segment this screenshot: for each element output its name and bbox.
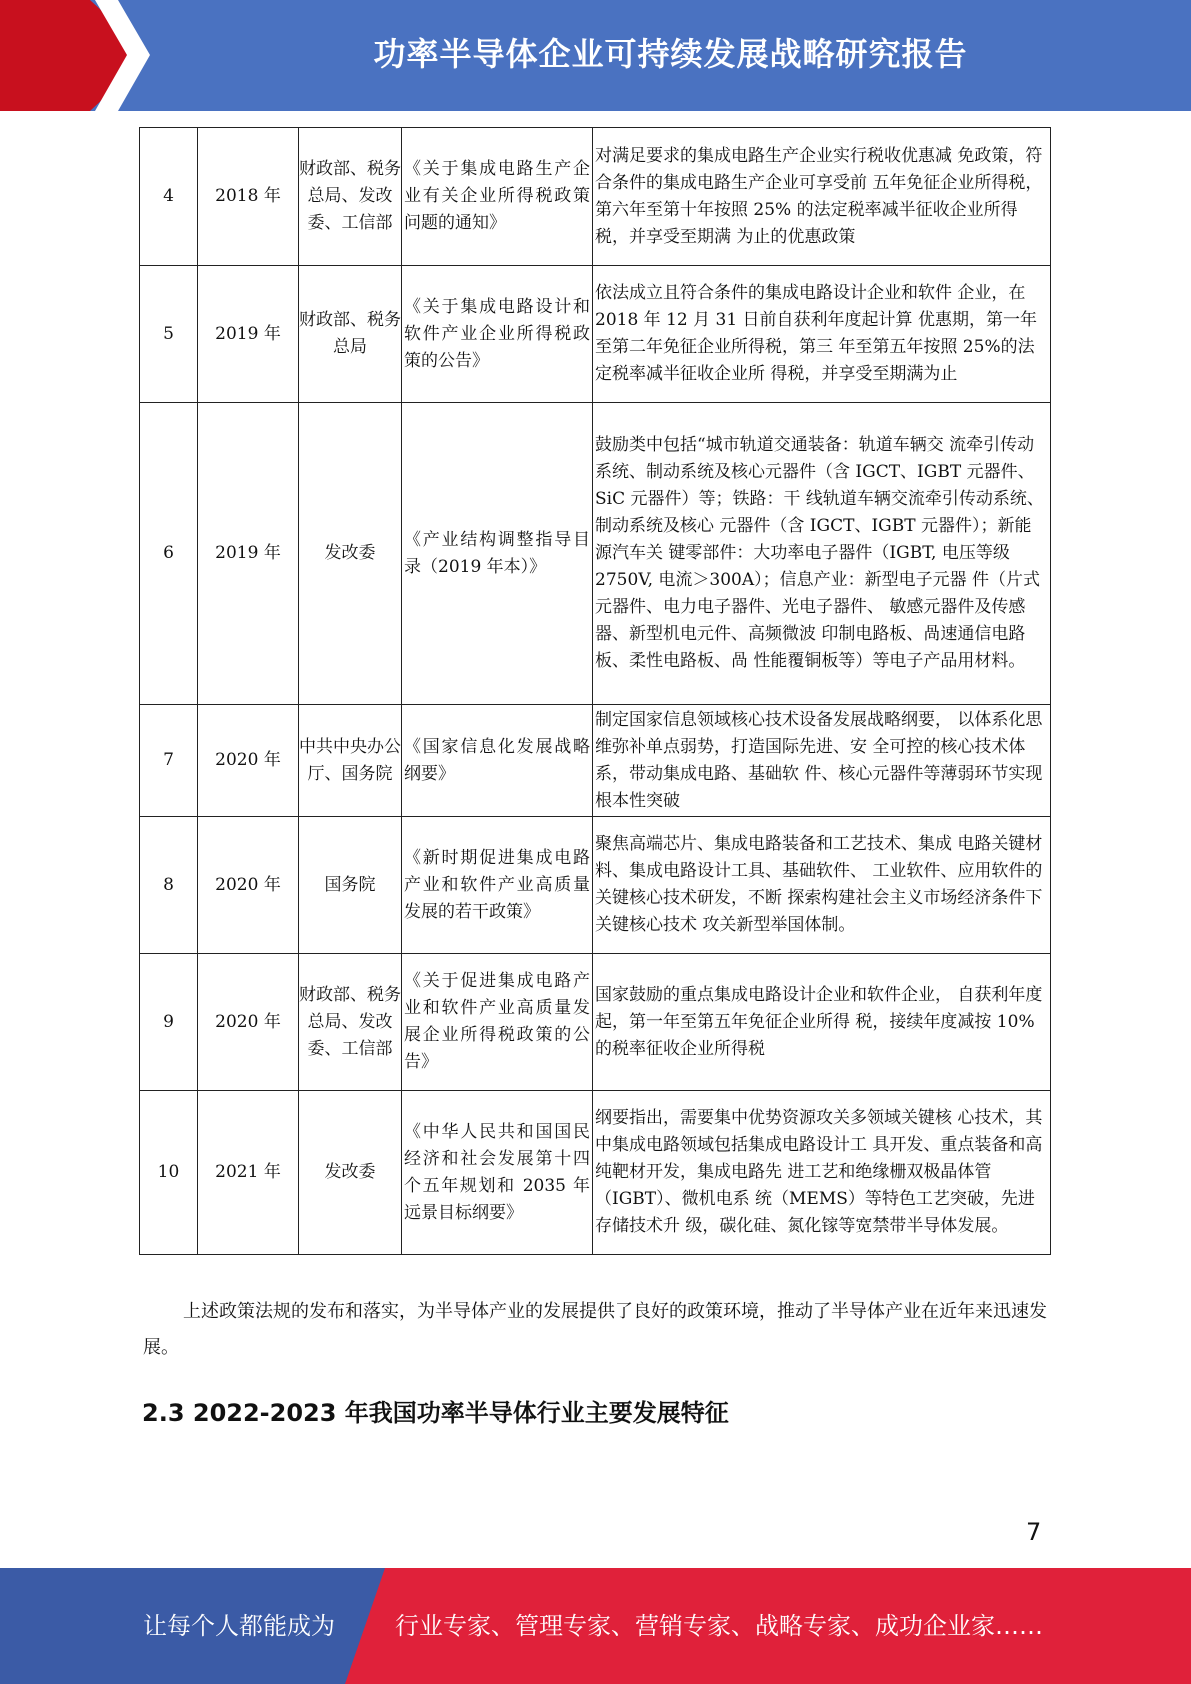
row-year: 2019 年 (198, 266, 299, 403)
row-year: 2019 年 (198, 403, 299, 705)
table-row (140, 266, 1051, 403)
header-arrow-decoration (0, 0, 150, 111)
section-heading: 2.3 2022-2023 年我国功率半导体行业主要发展特征 (142, 1399, 729, 1427)
row-year: 2018 年 (198, 128, 299, 266)
row-department: 中共中央办公厅、国务院 (299, 705, 402, 817)
row-document: 《国家信息化发展战略纲要》 (402, 705, 593, 817)
row-document: 《新时期促进集成电路产业和软件产业高质量发展的若干政策》 (402, 817, 593, 954)
row-content: 纲要指出，需要集中优势资源攻关多领域关键核 心技术，其中集成电路领域包括集成电路设计工 具开发、重点装备和高纯靶材开发，集成电路先 进工艺和绝缘栅双极晶体管（IGBT）、微机电系 统（MEMS）等特色工艺突破，先进存储技术升 级，碳化硅、氮化镓等宽禁带半导体发展。 (593, 1091, 1051, 1255)
footer-slogan-right: 行业专家、管理专家、营销专家、战略专家、成功企业家…… (395, 1612, 1043, 1640)
row-document: 《关于促进集成电路产业和软件产业高质量发展企业所得税政策的公告》 (402, 954, 593, 1091)
row-content: 鼓励类中包括“城市轨道交通装备：轨道车辆交 流牵引传动系统、制动系统及核心元器件（含 IGCT、IGBT 元器件、SiC 元器件）等；铁路：干 线轨道车辆交流牵引传动系统、制动系统及核心 元器件（含 IGCT、IGBT 元器件）；新能源汽车关 键零部件：大功率电子器件（IGBT, 电压等级 2750V, 电流＞300A）；信息产业：新型电子元器 件（片式元器件、电力电子器件、光电子器件、 敏感元器件及传感器、新型机电元件、高频微波 印制电路板、咼速通信电路板、柔性电路板、咼 性能覆铜板等）等电子产品用材料。 (593, 403, 1051, 705)
row-number: 10 (140, 1091, 198, 1255)
row-year: 2020 年 (198, 705, 299, 817)
row-department: 发改委 (299, 1091, 402, 1255)
row-department: 发改委 (299, 403, 402, 705)
row-document: 《产业结构调整指导目录（2019 年本）》 (402, 403, 593, 705)
row-content: 制定国家信息领域核心技术设备发展战略纲要， 以体系化思维弥补单点弱势，打造国际先进、安 全可控的核心技术体系，带动集成电路、基础软 件、核心元器件等薄弱环节实现根本性突破 (593, 705, 1051, 817)
table-row (140, 403, 1051, 705)
table-row (140, 817, 1051, 954)
report-title: 功率半导体企业可持续发展战略研究报告 (373, 35, 968, 73)
row-content: 依法成立且符合条件的集成电路设计企业和软件 企业，在 2018 年 12 月 31 日前自获利年度起计算 优惠期，第一年至第二年免征企业所得税，第三 年至第五年按照 25%的法定税率减半征收企业所 得税，并享受至期满为止 (593, 266, 1051, 403)
table-row (140, 1091, 1051, 1255)
row-department: 财政部、税务总局、发改委、工信部 (299, 954, 402, 1091)
row-department: 财政部、税务总局、发改委、工信部 (299, 128, 402, 266)
row-number: 6 (140, 403, 198, 705)
table-row (140, 954, 1051, 1091)
table-row (140, 705, 1051, 817)
row-content: 对满足要求的集成电路生产企业实行税收优惠减 免政策，符合条件的集成电路生产企业可享受前 五年免征企业所得税，第六年至第十年按照 25% 的法定税率减半征收企业所得税，并享受至期满 为止的优惠政策 (593, 128, 1051, 266)
row-number: 8 (140, 817, 198, 954)
row-document: 《关于集成电路设计和软件产业企业所得税政策的公告》 (402, 266, 593, 403)
page-header (0, 0, 1191, 111)
body-paragraph: 上述政策法规的发布和落实，为半导体产业的发展提供了良好的政策环境，推动了半导体产业在近年来迅速发展。 (143, 1301, 1047, 1358)
row-year: 2021 年 (198, 1091, 299, 1255)
row-department: 国务院 (299, 817, 402, 954)
row-document: 《关于集成电路生产企业有关企业所得税政策问题的通知》 (402, 128, 593, 266)
row-number: 7 (140, 705, 198, 817)
row-number: 4 (140, 128, 198, 266)
row-number: 5 (140, 266, 198, 403)
page-footer (0, 1568, 1191, 1684)
row-number: 9 (140, 954, 198, 1091)
row-content: 聚焦高端芯片、集成电路装备和工艺技术、集成 电路关键材料、集成电路设计工具、基础软件、 工业软件、应用软件的关键核心技术研发，不断 探索构建社会主义市场经济条件下关键核心技术 攻关新型举国体制。 (593, 817, 1051, 954)
policy-table (139, 127, 1051, 1255)
row-year: 2020 年 (198, 817, 299, 954)
row-content: 国家鼓励的重点集成电路设计企业和软件企业， 自获利年度起，第一年至第五年免征企业所得 税，接续年度减按 10%的税率征收企业所得税 (593, 954, 1051, 1091)
row-year: 2020 年 (198, 954, 299, 1091)
footer-slogan-left: 让每个人都能成为 (143, 1612, 335, 1640)
page-number: 7 (1026, 1518, 1042, 1546)
row-department: 财政部、税务总局 (299, 266, 402, 403)
table-row (140, 128, 1051, 266)
row-document: 《中华人民共和国国民经济和社会发展第十四个五年规划和 2035 年远景目标纲要》 (402, 1091, 593, 1255)
